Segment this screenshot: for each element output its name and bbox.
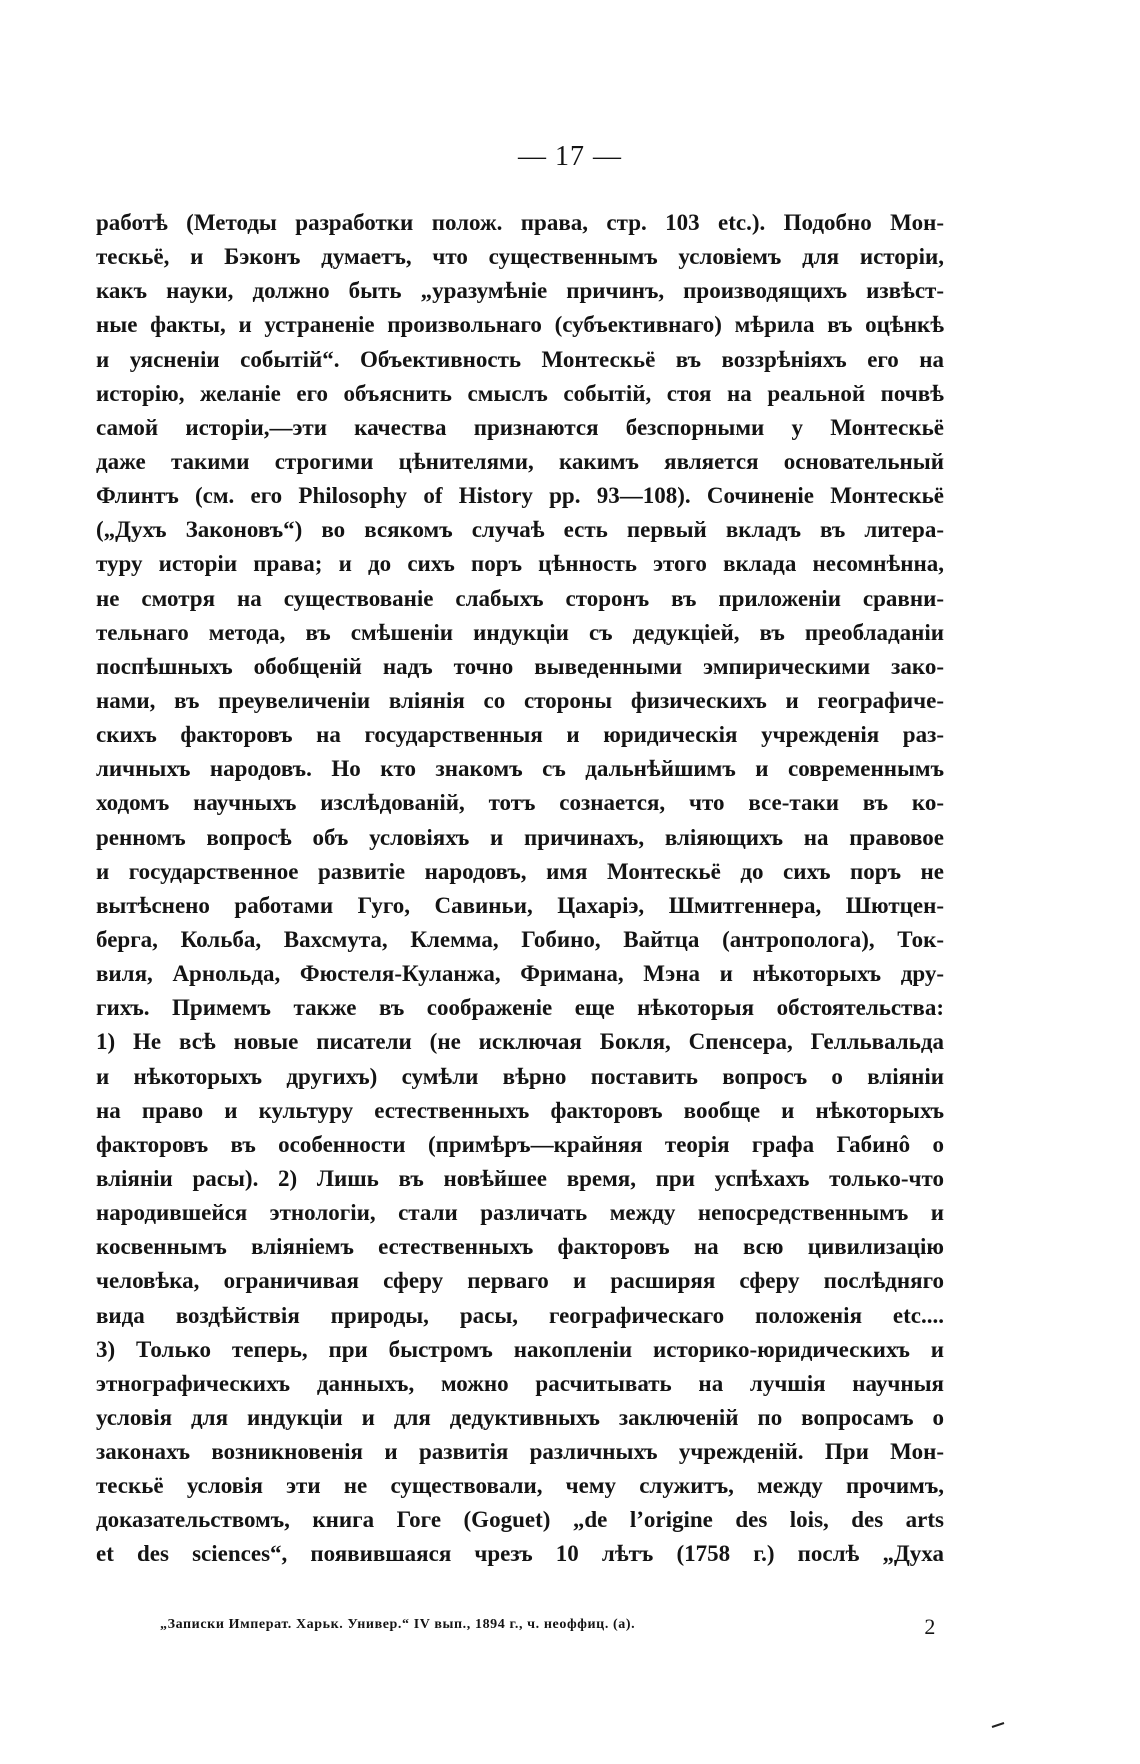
text-line: вида воздѣйствія природы, расы, географическаго положенія etc.... (96, 1302, 944, 1328)
text-line: 1) Не всѣ новые писатели (не исключая Бокля, Спенсера, Гелльвальда (96, 1029, 944, 1055)
text-line: вліяніи расы). 2) Лишь въ новѣйшее время, при успѣхахъ только-что (96, 1165, 944, 1191)
text-line: et des sciences“, появившаяся чрезъ 10 лѣтъ (1758 г.) послѣ „Духа (96, 1541, 944, 1567)
text-line: туру исторіи права; и до сихъ поръ цѣнность этого вклада несомнѣнна, (96, 551, 944, 577)
text-line: берга, Кольба, Вахсмута, Клемма, Гобино, Вайтца (антрополога), Ток- (96, 926, 944, 952)
text-line: условія для индукціи и для дедуктивныхъ заключеній по вопросамъ о (96, 1404, 944, 1430)
body-text (96, 206, 944, 1572)
text-line: самой исторіи,—эти качества признаются безспорными у Монтескьё (96, 414, 944, 440)
text-line: какъ науки, должно быть „уразумѣніе причинъ, производящихъ извѣст- (96, 278, 944, 304)
text-line: этнографическихъ данныхъ, можно расчитывать на лучшія научныя (96, 1370, 944, 1396)
text-line: и государственное развитіе народовъ, имя Монтескьё до сихъ поръ не (96, 858, 944, 884)
text-line: человѣка, ограничивая сферу перваго и расширяя сферу послѣдняго (96, 1268, 944, 1294)
text-line: Флинтъ (см. его Philosophy of History pp. 93—108). Сочиненіе Монтескьё (96, 483, 944, 509)
text-line: ходомъ научныхъ изслѣдованій, тотъ сознается, что все-таки въ ко- (96, 790, 944, 816)
text-line: даже такими строгими цѣнителями, какимъ является основательный (96, 448, 944, 474)
footer (160, 1614, 936, 1639)
text-line: и уясненіи событій“. Объективность Монтескьё въ воззрѣніяхъ его на (96, 346, 944, 372)
text-line: поспѣшныхъ обобщеній надъ точно выведенными эмпирическими зако- (96, 653, 944, 679)
text-line: виля, Арнольда, Фюстеля-Куланжа, Фримана, Мэна и нѣкоторыхъ дру- (96, 961, 944, 987)
text-line: законахъ возникновенія и развитія различныхъ учрежденій. При Мон- (96, 1439, 944, 1465)
text-line: народившейся этнологіи, стали различать между непосредственнымъ и (96, 1200, 944, 1226)
text-line: нами, въ преувеличеніи вліянія со стороны физическихъ и географиче- (96, 687, 944, 713)
text-line: на право и культуру естественныхъ факторовъ вообще и нѣкоторыхъ (96, 1097, 944, 1123)
text-line: косвеннымъ вліяніемъ естественныхъ факторовъ на всю цивилизацію (96, 1234, 944, 1260)
text-line: ренномъ вопросѣ объ условіяхъ и причинахъ, вліяющихъ на правовое (96, 824, 944, 850)
text-line: тельнаго метода, въ смѣшеніи индукціи съ дедукціей, въ преобладаніи (96, 619, 944, 645)
footer-note: „Записки Императ. Харьк. Универ.“ IV вып., 1894 г., ч. неоффиц. (а). (160, 1617, 636, 1632)
text-line: тескьё, и Бэконъ думаетъ, что существеннымъ условіемъ для исторіи, (96, 244, 944, 270)
text-line: личныхъ народовъ. Но кто знакомъ съ дальнѣйшимъ и современнымъ (96, 756, 944, 782)
text-line: исторію, желаніе его объяснить смыслъ событій, стоя на реальной почвѣ (96, 380, 944, 406)
text-line: 3) Только теперь, при быстромъ накопленіи историко-юридическихъ и (96, 1336, 944, 1362)
text-line: вытѣснено работами Гуго, Савиньи, Цахаріэ, Шмитгеннера, Шютцен- (96, 892, 944, 918)
text-line: гихъ. Примемъ также въ соображеніе еще нѣкоторыя обстоятельства: (96, 995, 944, 1021)
text-line: скихъ факторовъ на государственныя и юридическія учрежденія раз- (96, 722, 944, 748)
text-line: ные факты, и устраненіе произвольнаго (субъективнаго) мѣрила въ оцѣнкѣ (96, 312, 944, 338)
text-line: доказательствомъ, книга Гоге (Goguet) „de l’origine des lois, des arts (96, 1507, 944, 1533)
ink-mark (991, 1722, 1005, 1728)
page-number: — 17 — (518, 141, 622, 172)
text-line: работѣ (Методы разработки полож. права, стр. 103 etc.). Подобно Мон- (96, 210, 944, 235)
text-line: („Духъ Законовъ“) во всякомъ случаѣ есть первый вкладъ въ литера- (96, 517, 944, 543)
text-line: не смотря на существованіе слабыхъ сторонъ въ приложеніи сравни- (96, 585, 944, 611)
text-line: и нѣкоторыхъ другихъ) сумѣли вѣрно поставить вопросъ о вліяніи (96, 1063, 944, 1089)
text-line: тескьё условія эти не существовали, чему служитъ, между прочимъ, (96, 1473, 944, 1499)
text-line: факторовъ въ особенности (примѣръ—крайняя теорія графа Габинô о (96, 1131, 944, 1157)
signature-mark: 2 (924, 1614, 936, 1639)
